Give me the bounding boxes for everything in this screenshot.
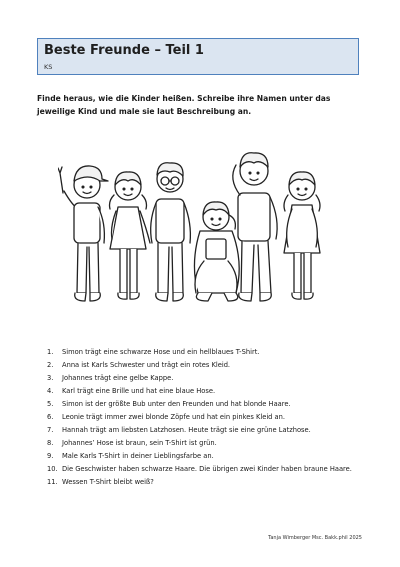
instructions: Finde heraus, wie die Kinder heißen. Schreibe ihre Namen unter das jeweilige Kind und male sie laut Beschreibung an.: [37, 94, 331, 116]
list-item: 6. Leonie trägt immer zwei blonde Zöpfe und hat ein pinkes Kleid an.: [47, 413, 286, 421]
list-item: 7. Hannah trägt am liebsten Latzhosen. Heute trägt sie eine grüne Latzhose.: [47, 426, 311, 434]
list-item: 2. Anna ist Karls Schwester und trägt ein rotes Kleid.: [47, 361, 231, 369]
child-glasses-boy: [151, 163, 191, 301]
list-item: 4. Karl trägt eine Brille und hat eine blaue Hose.: [47, 387, 216, 395]
list-item: 1. Simon trägt eine schwarze Hose und ein hellblaues T-Shirt.: [47, 348, 260, 356]
child-ponytail-girl: [284, 172, 320, 299]
task-list: [47, 346, 377, 489]
list-item: 3. Johannes trägt eine gelbe Kappe.: [47, 374, 174, 382]
list-item: 11. Wessen T-Shirt bleibt weiß?: [47, 478, 154, 486]
child-cap-boy: [58, 166, 108, 301]
worksheet-title: Beste Freunde – Teil 1: [44, 43, 204, 58]
list-item: 8. Johannes’ Hose ist braun, sein T-Shirt ist grün.: [47, 439, 217, 447]
children-illustration: [58, 143, 344, 309]
list-item: 10. Die Geschwister haben schwarze Haare. Die übrigen zwei Kinder haben braune Haare.: [47, 465, 352, 473]
list-item: 5. Simon ist der größte Bub unter den Freunden und hat blonde Haare.: [47, 400, 291, 408]
child-pigtail-girl: [110, 172, 151, 299]
child-overall-girl: [194, 202, 239, 301]
worksheet-subject: KS: [44, 63, 53, 71]
author-credit: Tanja Wimberger Msc. Bakk.phil 2025: [268, 535, 362, 541]
child-tall-boy: [233, 153, 277, 301]
title-box: [37, 38, 359, 75]
list-item: 9. Male Karls T-Shirt in deiner Lieblingsfarbe an.: [47, 452, 214, 460]
